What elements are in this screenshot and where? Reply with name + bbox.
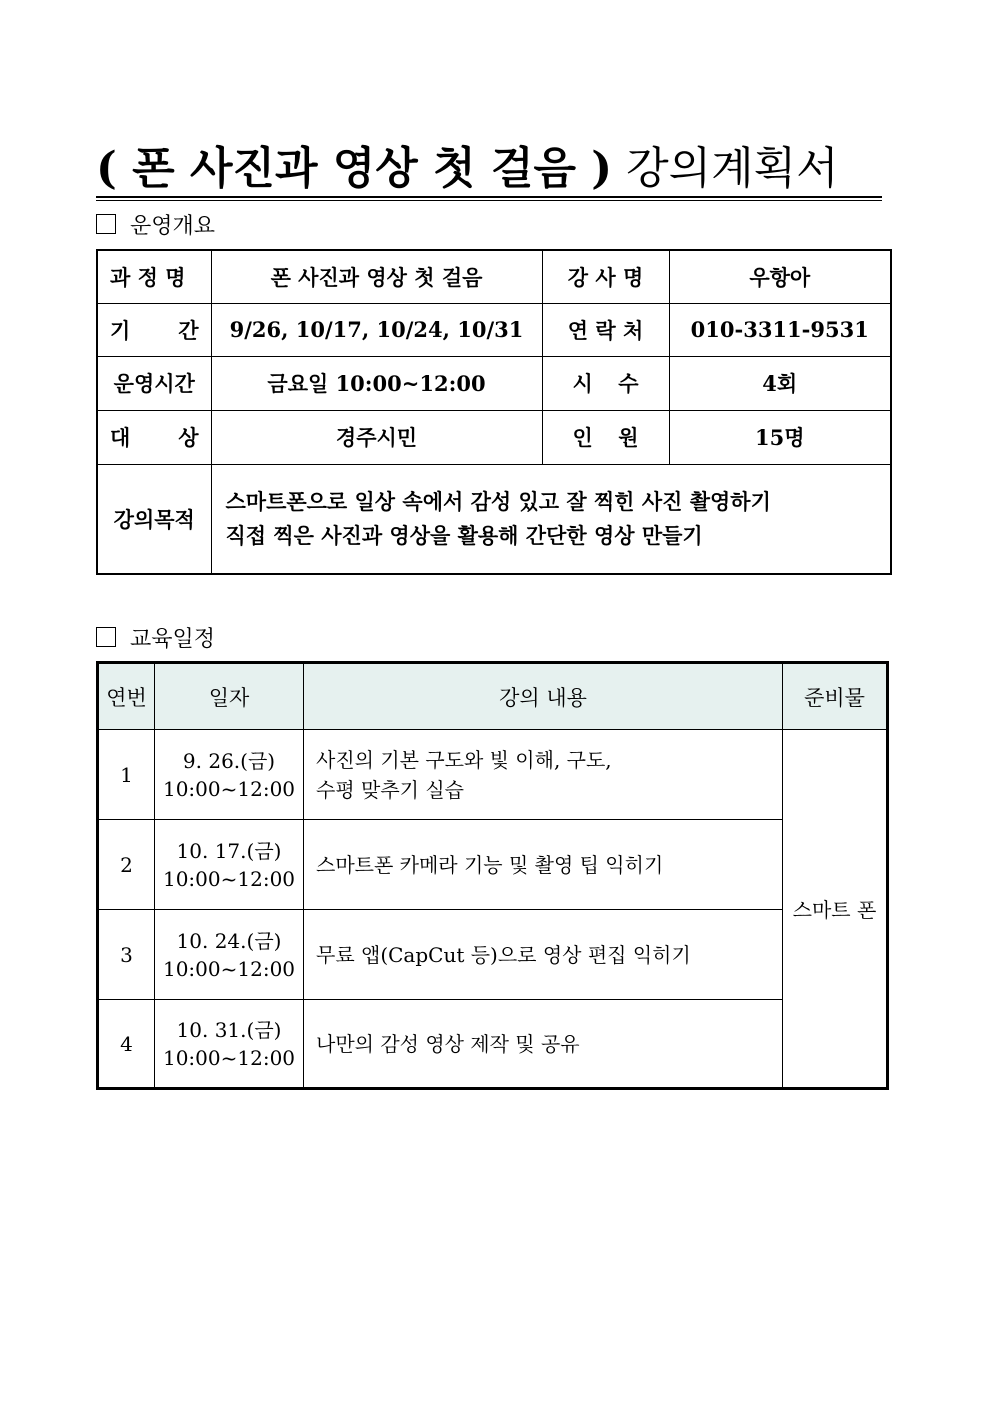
table-row (97, 464, 891, 574)
section-title: 교육일정 (130, 626, 216, 652)
row-number: 3 (98, 910, 155, 1000)
row-content: 스마트폰 카메라 기능 및 촬영 팁 익히기 (304, 820, 783, 910)
cell-label: 시 수 (542, 356, 669, 410)
row-content: 나만의 감성 영상 제작 및 공유 (304, 1000, 783, 1089)
row-number: 2 (98, 820, 155, 910)
section-heading-schedule (96, 622, 215, 652)
cell-value: 우항아 (669, 250, 891, 303)
row-content: 무료 앱(CapCut 등)으로 영상 편집 익히기 (304, 910, 783, 1000)
goal-content (211, 464, 891, 574)
cell-value: 010-3311-9531 (669, 303, 891, 356)
header-materials: 준비물 (783, 663, 888, 730)
checkbox-icon (96, 214, 116, 234)
header-date: 일자 (155, 663, 304, 730)
cell-value: 9/26, 10/17, 10/24, 10/31 (211, 303, 542, 356)
table-row (98, 1000, 888, 1089)
date-text: 10. 31.(금) (176, 1017, 282, 1042)
schedule-table (96, 661, 889, 1090)
document-title (96, 140, 882, 198)
overview-table (96, 249, 892, 575)
cell-label: 대 상 (97, 410, 211, 464)
cell-value: 경주시민 (211, 410, 542, 464)
goal-line: 직접 찍은 사진과 영상을 활용해 간단한 영상 만들기 (225, 522, 703, 548)
row-number: 4 (98, 1000, 155, 1089)
cell-value: 폰 사진과 영상 첫 걸음 (211, 250, 542, 303)
cell-label: 연 락 처 (542, 303, 669, 356)
table-row (97, 410, 891, 464)
date-text: 10. 17.(금) (176, 838, 282, 863)
content-line: 사진의 기본 구도와 빛 이해, 구도, (316, 747, 612, 772)
row-content (304, 730, 783, 820)
cell-label: 강 사 명 (542, 250, 669, 303)
table-row (98, 730, 888, 820)
checkbox-icon (96, 627, 116, 647)
goal-line: 스마트폰으로 일상 속에서 감성 있고 잘 찍힌 사진 촬영하기 (225, 488, 771, 514)
row-date (155, 910, 304, 1000)
title-underline (96, 196, 882, 198)
table-row (97, 303, 891, 356)
time-text: 10:00~12:00 (162, 776, 296, 801)
content-line: 수평 맞추기 실습 (316, 777, 464, 802)
title-suffix: 강의계획서 (626, 143, 839, 194)
date-text: 9. 26.(금) (182, 748, 276, 773)
table-row (98, 820, 888, 910)
date-text: 10. 24.(금) (176, 928, 282, 953)
section-title: 운영개요 (130, 213, 216, 239)
cell-label: 과 정 명 (97, 250, 211, 303)
materials-cell: 스마트 폰 (783, 730, 888, 1089)
time-text: 10:00~12:00 (162, 1045, 296, 1070)
cell-value: 금요일 10:00~12:00 (211, 356, 542, 410)
title-course-name: ( 폰 사진과 영상 첫 걸음 ) (96, 143, 613, 194)
table-header-row (98, 663, 888, 730)
row-date (155, 1000, 304, 1089)
time-text: 10:00~12:00 (162, 956, 296, 981)
title-underline-thin (96, 200, 882, 201)
header-content: 강의 내용 (304, 663, 783, 730)
cell-value: 15명 (669, 410, 891, 464)
header-no: 연번 (98, 663, 155, 730)
cell-label: 기 간 (97, 303, 211, 356)
row-date (155, 730, 304, 820)
row-number: 1 (98, 730, 155, 820)
goal-label: 강의목적 (97, 464, 211, 574)
cell-label: 인 원 (542, 410, 669, 464)
time-text: 10:00~12:00 (162, 866, 296, 891)
cell-value: 4회 (669, 356, 891, 410)
row-date (155, 820, 304, 910)
table-row (97, 250, 891, 303)
cell-label: 운영시간 (97, 356, 211, 410)
section-heading-overview (96, 209, 215, 239)
table-row (97, 356, 891, 410)
table-row (98, 910, 888, 1000)
